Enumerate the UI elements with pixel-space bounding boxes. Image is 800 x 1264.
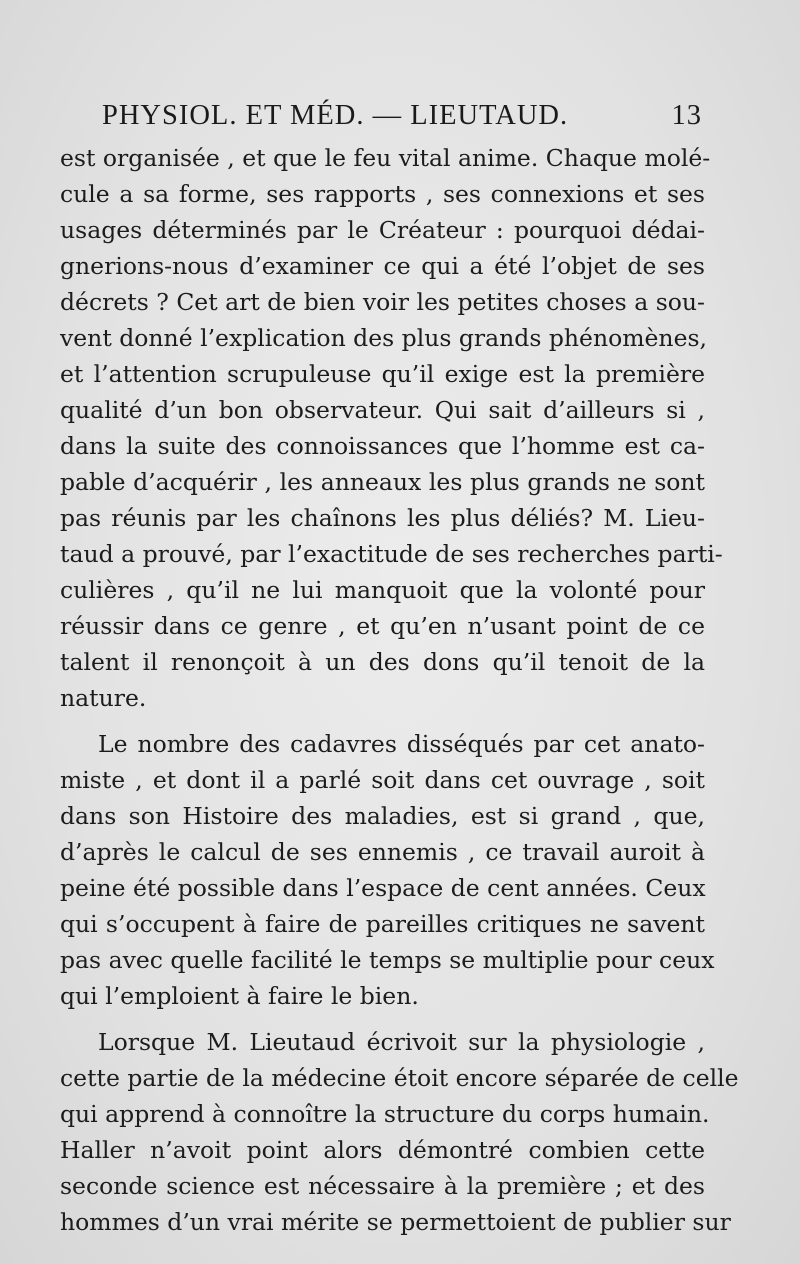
text-line: vent donné l’explication des plus grands phénomènes, [60, 324, 708, 352]
text-line: culières , qu’il ne lui manquoit que la volonté pour [60, 576, 705, 604]
text-line: qualité d’un bon observateur. Qui sait d’ailleurs si , [60, 396, 705, 424]
text-line: Le nombre des cadavres disséqués par cet anato- [98, 730, 705, 758]
body-text [60, 140, 739, 1240]
running-title: PHYSIOL. ET MÉD. — LIEUTAUD. [102, 100, 569, 131]
text-line: nature. [60, 684, 147, 712]
text-line: Haller n’avoit point alors démontré combien cette [60, 1136, 705, 1164]
text-line: pas avec quelle facilité le temps se multiplie pour ceux [60, 946, 715, 974]
text-line: qui l’emploient à faire le bien. [60, 982, 419, 1010]
page-number: 13 [671, 100, 702, 131]
text-line: décrets ? Cet art de bien voir les petites choses a sou- [60, 288, 705, 316]
text-line: dans la suite des connoissances que l’homme est ca- [60, 432, 705, 460]
text-line: est organisée , et que le feu vital anime. Chaque molé- [60, 144, 711, 172]
text-line: seconde science est nécessaire à la première ; et des [60, 1172, 705, 1200]
text-line: hommes d’un vrai mérite se permettoient de publier sur [60, 1208, 731, 1236]
text-line: taud a prouvé, par l’exactitude de ses recherches parti- [60, 540, 723, 568]
text-line: miste , et dont il a parlé soit dans cet ouvrage , soit [60, 766, 705, 794]
text-line: talent il renonçoit à un des dons qu’il tenoit de la [60, 648, 705, 676]
text-line: cule a sa forme, ses rapports , ses connexions et ses [60, 180, 705, 208]
text-line: qui apprend à connoître la structure du corps humain. [60, 1100, 710, 1128]
text-line: Lorsque M. Lieutaud écrivoit sur la physiologie , [98, 1028, 705, 1056]
text-line: qui s’occupent à faire de pareilles critiques ne savent [60, 910, 705, 938]
text-line: cette partie de la médecine étoit encore séparée de celle [60, 1064, 739, 1092]
text-line: usages déterminés par le Créateur : pourquoi dédai- [60, 216, 705, 244]
paragraph-gap [60, 1014, 705, 1024]
text-line: d’après le calcul de ses ennemis , ce travail auroit à [60, 838, 705, 866]
paragraph-gap [60, 716, 705, 726]
text-line: dans son Histoire des maladies, est si grand , que, [60, 802, 705, 830]
text-line: pable d’acquérir , les anneaux les plus grands ne sont [60, 468, 705, 496]
text-line: réussir dans ce genre , et qu’en n’usant point de ce [60, 612, 705, 640]
text-line: et l’attention scrupuleuse qu’il exige est la première [60, 360, 705, 388]
text-line: peine été possible dans l’espace de cent années. Ceux [60, 874, 706, 902]
text-line: pas réunis par les chaînons les plus déliés? M. Lieu- [60, 504, 705, 532]
running-header [102, 100, 702, 140]
text-line: gnerions-nous d’examiner ce qui a été l’objet de ses [60, 252, 705, 280]
